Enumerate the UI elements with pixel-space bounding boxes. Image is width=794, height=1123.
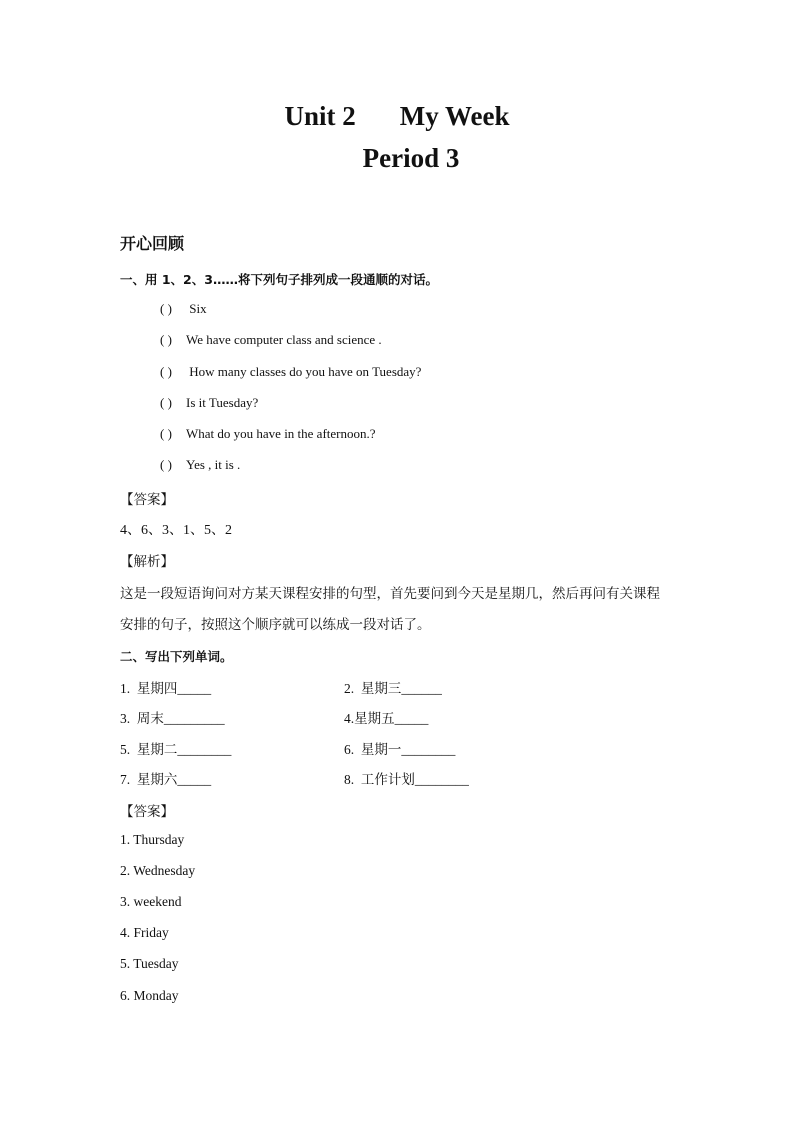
answer-text: 4、6、3、1、5、2 [120,523,232,538]
dialogue-item [160,457,240,473]
answer-item: 4. Friday [120,925,169,940]
answer-tag: 【答案】 [120,492,174,508]
word-item: 6. 星期一________ [344,742,456,758]
dialogue-text: What do you have in the afternoon.? [186,426,376,441]
dialogue-item [160,426,376,442]
answer-blank: ( ) [160,457,172,472]
dialogue-item [160,395,258,411]
word-item: 5. 星期二________ [120,742,232,758]
period-title: Period 3 [362,143,460,173]
answer-blank: ( ) [160,426,172,441]
title-unit-line [0,101,794,132]
answer-blank: ( ) [160,301,172,316]
question2-title: 二、写出下列单词。 [120,649,233,664]
dialogue-item [160,301,207,317]
dialogue-text: Six [186,301,207,316]
answer-item: 5. Tuesday [120,956,179,971]
word-item: 4.星期五_____ [344,711,429,727]
answer-blank: ( ) [160,364,172,379]
word-item: 7. 星期六_____ [120,772,212,788]
analysis-text-line1: 这是一段短语询问对方某天课程安排的句型，首先要问到今天是星期几，然后再问有关课程 [120,586,660,602]
dialogue-text: We have computer class and science . [186,332,382,347]
answer-item: 6. Monday [120,988,179,1003]
dialogue-item [160,332,382,348]
word-item: 3. 周末_________ [120,711,225,727]
answer-blank: ( ) [160,395,172,410]
word-item: 2. 星期三______ [344,681,442,697]
question1-title: 一、用 1、2、3……将下列句子排列成一段通顺的对话。 [120,272,438,287]
analysis-text-line2: 安排的句子，按照这个顺序就可以练成一段对话了。 [120,617,431,633]
dialogue-item [160,364,421,380]
answer-blank: ( ) [160,332,172,347]
section-heading: 开心回顾 [120,234,185,253]
answer-item: 2. Wednesday [120,863,196,878]
unit-label: Unit 2 [284,101,356,131]
word-item: 1. 星期四_____ [120,681,212,697]
unit-topic: My Week [399,101,510,131]
analysis-tag: 【解析】 [120,554,174,570]
dialogue-text: Yes , it is . [186,457,241,472]
answer-item: 1. Thursday [120,832,185,847]
dialogue-text: Is it Tuesday? [186,395,259,410]
dialogue-text: How many classes do you have on Tuesday? [186,364,422,379]
answer-item: 3. weekend [120,894,182,909]
answer-tag: 【答案】 [120,804,174,820]
word-item: 8. 工作计划________ [344,772,469,788]
